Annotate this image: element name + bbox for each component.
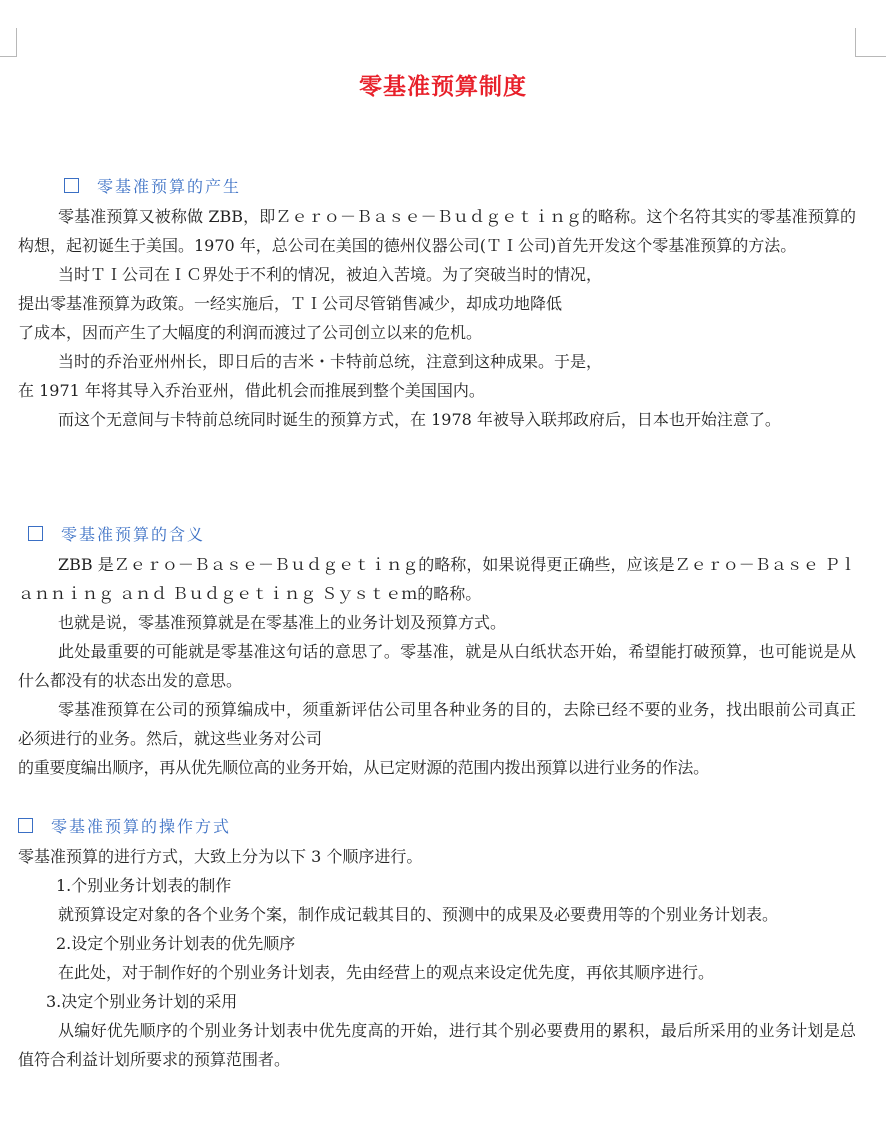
paragraph: 从编好优先顺序的个别业务计划表中优先度高的开始，进行其个别必要费用的累积，最后所采用的业务计划是总值符合利益计划所要求的预算范围者。 [18,1021,856,1069]
checkbox-square-icon [64,178,79,193]
section-origin [18,172,856,434]
paragraph: 提出零基准预算为政策。一经实施后，ＴＩ公司尽管销售减少，却成功地降低 [18,294,563,313]
paragraph: 在此处，对于制作好的个别业务计划表，先由经营上的观点来设定优先度，再依其顺序进行。 [58,963,715,982]
paragraph: 零基准预算又被称做 ZBB，即Ｚｅｒｏ－Ｂａｓｅ－Ｂｕｄｇｅｔｉｎｇ的略称。这个名符其实的零基准预算的构想，起初诞生于美国。1970 年，总公司在美国的德州仪器公司(ＴＩ公司)首先开发这个零基准预算的方法。 [18,207,856,255]
section-heading: 零基准预算的产生 [18,172,856,202]
paragraph: 就预算设定对象的各个业务个案，制作成记载其目的、预测中的成果及必要费用等的个别业务计划表。 [58,905,779,924]
paragraph: 当时的乔治亚州州长，即日后的吉米・卡特前总统，注意到这种成果。于是， [58,352,603,371]
step-label: 1.个别业务计划表的制作 [56,876,232,895]
paragraph: 零基准预算在公司的预算编成中，须重新评估公司里各种业务的目的，去除已经不要的业务，找出眼前公司真正必须进行的业务。然后，就这些业务对公司 [18,700,856,748]
paragraph: 在 1971 年将其导入乔治亚州，借此机会而推展到整个美国国内。 [18,381,485,400]
checkbox-square-icon [28,526,43,541]
section-heading: 零基准预算的含义 [18,520,856,550]
section-operation [18,812,856,1074]
section-meaning [18,520,856,782]
paragraph: 的重要度编出顺序，再从优先顺位高的业务开始，从已定财源的范围内拨出预算以进行业务的作法。 [18,758,709,777]
paragraph: 而这个无意间与卡特前总统同时诞生的预算方式，在 1978 年被导入联邦政府后，日本也开始注意了。 [58,410,781,429]
paragraph: 零基准预算的进行方式，大致上分为以下 3 个顺序进行。 [18,847,423,866]
page-corner-mark-right [855,28,886,57]
page-corner-mark-left [0,28,17,57]
checkbox-square-icon [18,818,33,833]
paragraph: 此处最重要的可能就是零基准这句话的意思了。零基准，就是从白纸状态开始，希望能打破预算，也可能说是从什么都没有的状态出发的意思。 [18,642,856,690]
section-heading: 零基准预算的操作方式 [18,812,856,842]
paragraph: 当时ＴＩ公司在ＩＣ界处于不利的情况，被迫入苦境。为了突破当时的情况， [58,265,603,284]
paragraph: 了成本，因而产生了大幅度的利润而渡过了公司创立以来的危机。 [18,323,483,342]
step-label: 3.决定个别业务计划的采用 [46,992,238,1011]
paragraph: ZBB 是Ｚｅｒｏ－Ｂａｓｅ－Ｂｕｄｇｅｔｉｎｇ的略称，如果说得更正确些，应该是Ｚｅｒｏ－Ｂａｓｅ Ｐｌａｎｎｉｎｇ ａｎｄ Ｂｕｄｇｅｔｉｎｇ Ｓｙｓｔｅｍ的略称。 [18,555,856,603]
step-label: 2.设定个别业务计划表的优先顺序 [56,934,296,953]
document-title: 零基准预算制度 [359,74,527,100]
paragraph: 也就是说，零基准预算就是在零基准上的业务计划及预算方式。 [58,613,507,632]
